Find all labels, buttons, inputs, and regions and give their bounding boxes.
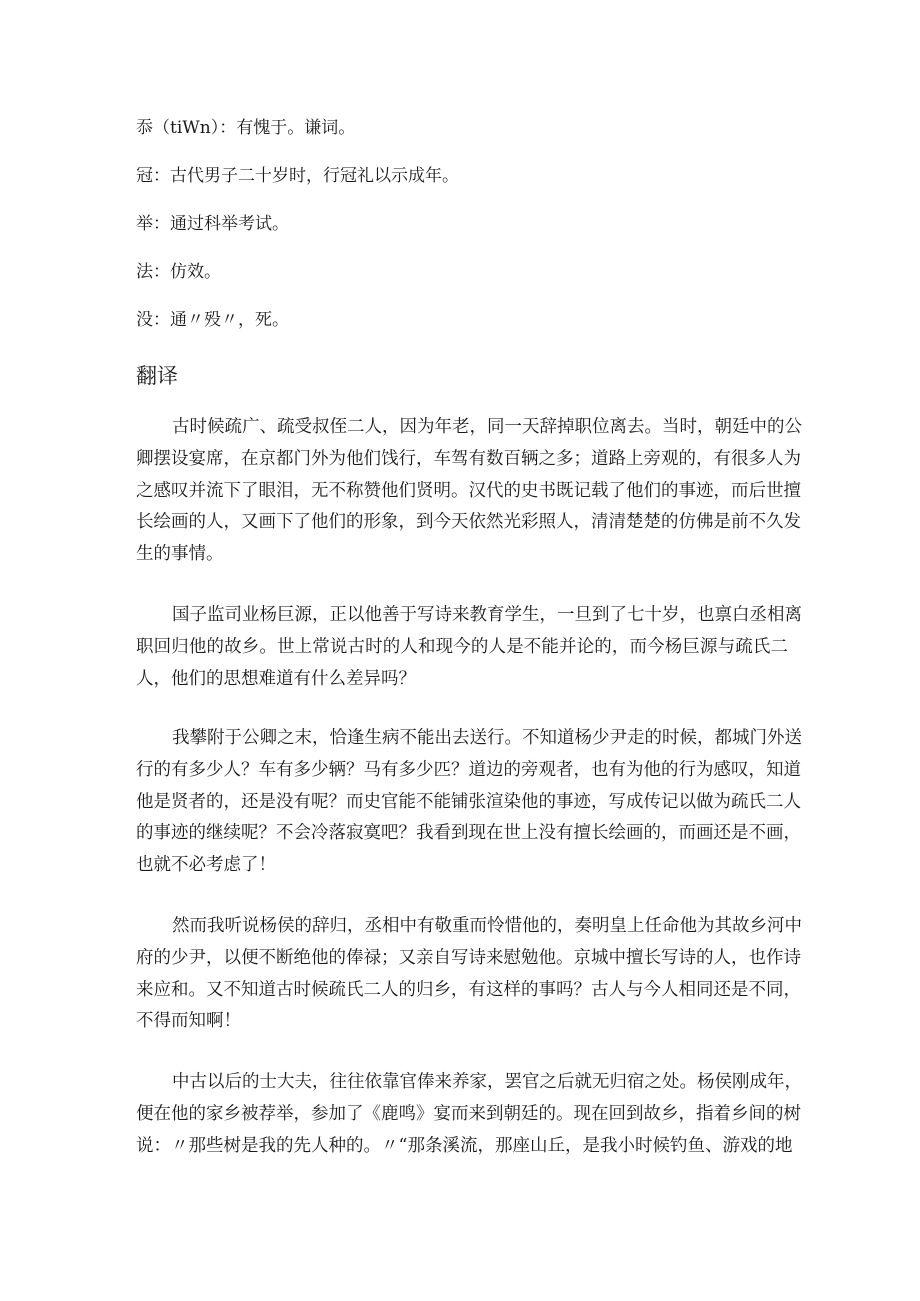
translation-paragraph-2 xyxy=(136,600,802,695)
section-heading-translation: 翻译 xyxy=(136,364,178,388)
paragraph-line: 来应和。又不知道古时候疏氏二人的归乡，有这样的事吗？古人与今人相同还是不同， xyxy=(136,979,801,1000)
note-mo: 没：通〃殁〃，死。 xyxy=(136,310,289,330)
note-fa: 法：仿效。 xyxy=(136,262,221,282)
paragraph-line: 的事迹的继续呢？不会冷落寂寞吧？我看到现在世上没有擅长绘画的，而画还是不画， xyxy=(136,823,801,844)
translation-paragraph-5 xyxy=(136,1067,802,1162)
paragraph-line: 他是贤者的，还是没有呢？而史官能不能铺张渲染他的事迹，写成传记以做为疏氏二人 xyxy=(136,791,801,812)
note-ju: 举：通过科举考试。 xyxy=(136,214,289,234)
paragraph-line: 国子监司业杨巨源，正以他善于写诗来教育学生，一旦到了七十岁，也禀白丞相离 xyxy=(172,605,802,625)
note-tian: 忝（tiWn）：有愧于。谦词。 xyxy=(136,118,356,138)
paragraph-line: 中古以后的士大夫，往往依靠官俸来养家，罢官之后就无归宿之处。杨侯刚成年， xyxy=(172,1072,802,1092)
translation-paragraph-3 xyxy=(136,723,802,882)
paragraph-line: 长绘画的人，又画下了他们的形象，到今天依然光彩照人，清清楚楚的仿佛是前不久发 xyxy=(136,512,801,533)
paragraph-line: 说：〃那些树是我的先人种的。〃“那条溪流，那座山丘，是我小时候钓鱼、游戏的地 xyxy=(136,1135,793,1156)
paragraph-line: 便在他的家乡被荐举，参加了《鹿鸣》宴而来到朝廷的。现在回到故乡，指着乡间的树 xyxy=(136,1103,801,1124)
paragraph-line: 然而我听说杨侯的辞归，丞相中有敬重而怜惜他的，奏明皇上任命他为其故乡河中 xyxy=(172,916,802,936)
paragraph-line: 府的少尹，以便不断绝他的俸禄；又亲自写诗来慰勉他。京城中擅长写诗的人，也作诗 xyxy=(136,947,801,968)
paragraph-line: 我攀附于公卿之末，恰逢生病不能出去送行。不知道杨少尹走的时候，都城门外送 xyxy=(172,728,802,748)
note-guan: 冠：古代男子二十岁时，行冠礼以示成年。 xyxy=(136,166,459,186)
paragraph-line: 卿摆设宴席，在京都门外为他们饯行，车驾有数百辆之多；道路上旁观的，有很多人为 xyxy=(136,448,801,469)
paragraph-line: 生的事情。 xyxy=(136,544,224,565)
paragraph-line: 人，他们的思想难道有什么差异吗？ xyxy=(136,668,416,689)
translation-paragraph-1 xyxy=(136,412,802,571)
translation-paragraph-4 xyxy=(136,911,802,1038)
paragraph-line: 也就不必考虑了！ xyxy=(136,855,276,876)
paragraph-line: 古时候疏广、疏受叔侄二人，因为年老，同一天辞掉职位离去。当时，朝廷中的公 xyxy=(172,417,802,437)
paragraph-line: 职回归他的故乡。世上常说古时的人和现今的人是不能并论的，而今杨巨源与疏氏二 xyxy=(136,636,788,657)
paragraph-line: 不得而知啊！ xyxy=(136,1011,241,1032)
paragraph-line: 之感叹并流下了眼泪，无不称赞他们贤明。汉代的史书既记载了他们的事迹，而后世擅 xyxy=(136,480,801,501)
paragraph-line: 行的有多少人？车有多少辆？马有多少匹？道边的旁观者，也有为他的行为感叹，知道 xyxy=(136,759,801,780)
